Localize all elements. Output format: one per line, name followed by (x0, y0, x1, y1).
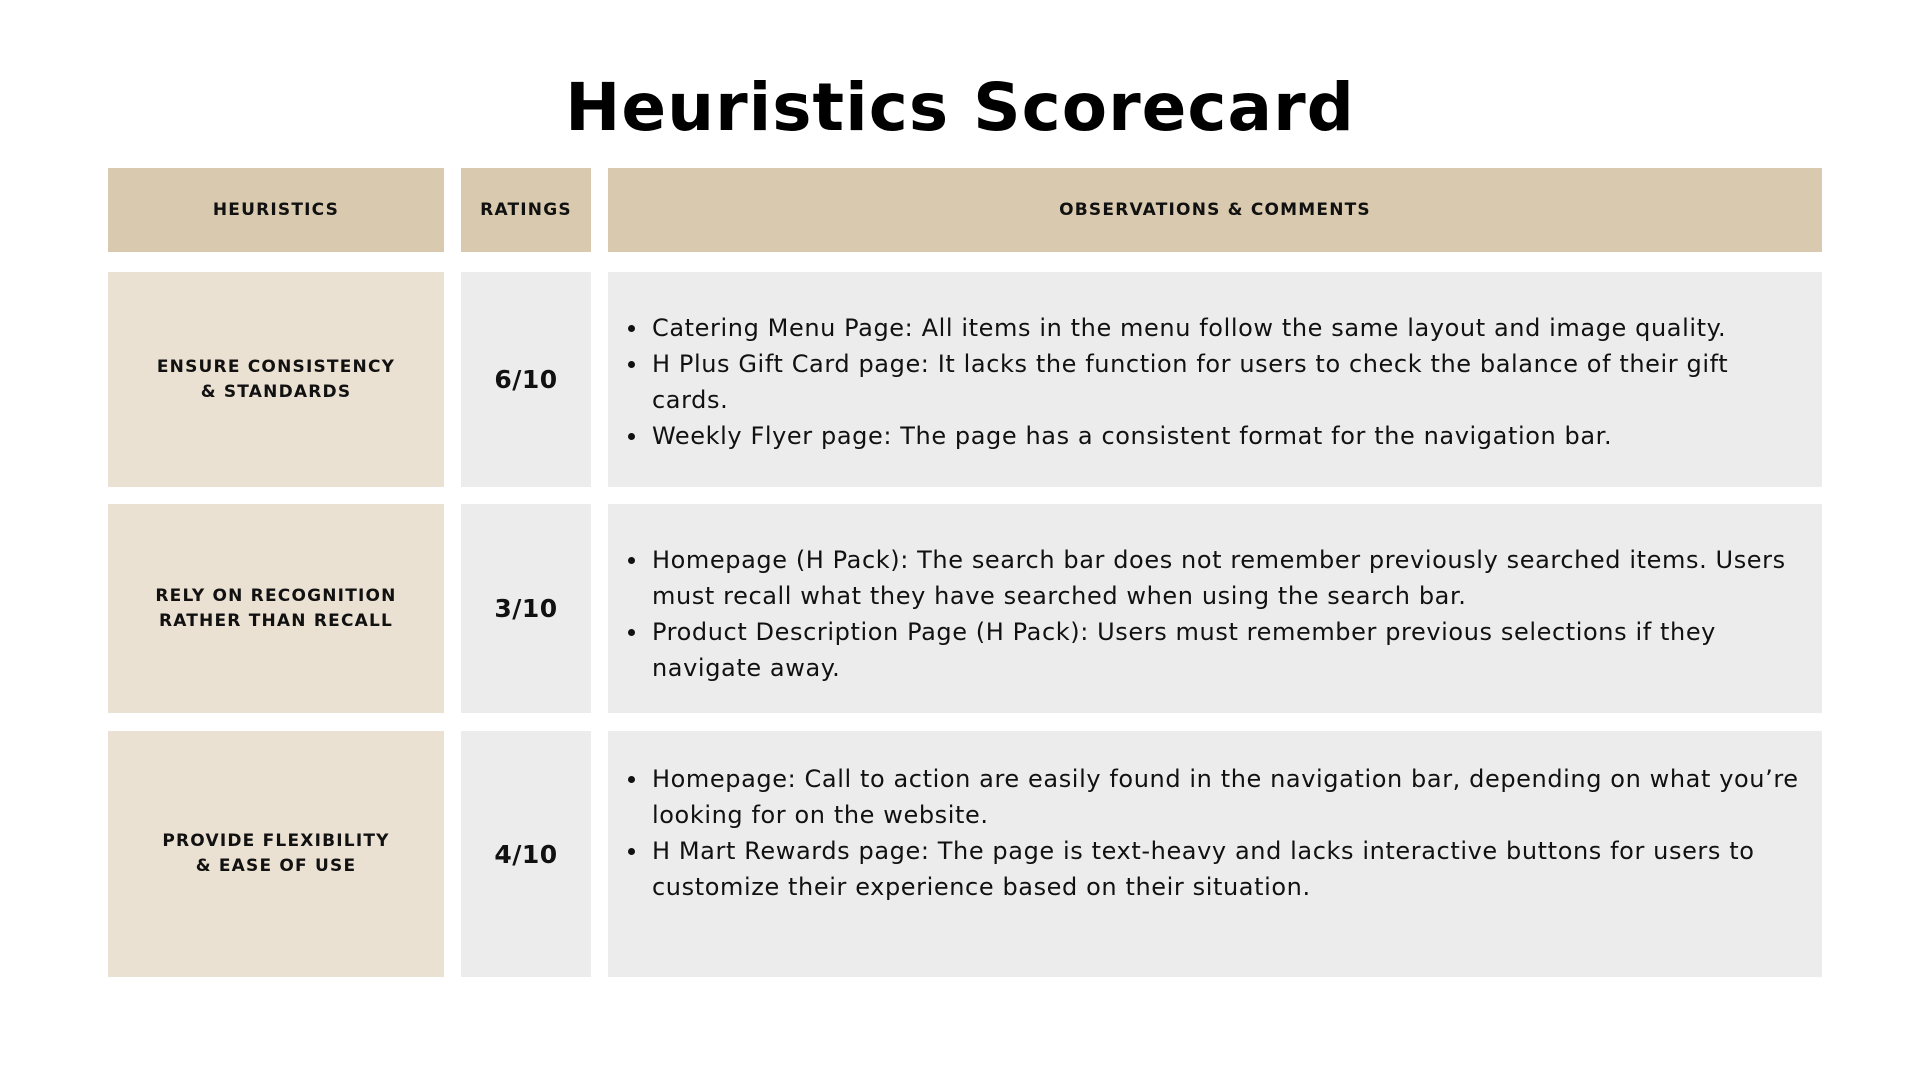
observations-cell (608, 731, 1822, 977)
observation-item: Catering Menu Page: All items in the menu follow the same layout and image quality. (652, 310, 1812, 346)
rating-cell (461, 504, 591, 713)
header-observations-label: OBSERVATIONS & COMMENTS (1059, 200, 1371, 220)
observation-item: H Plus Gift Card page: It lacks the function for users to check the balance of their gift cards. (652, 346, 1812, 418)
header-heuristics (108, 168, 444, 252)
header-observations (608, 168, 1822, 252)
observations-cell (608, 272, 1822, 487)
header-ratings (461, 168, 591, 252)
heuristic-cell (108, 272, 444, 487)
header-ratings-label: RATINGS (480, 200, 572, 220)
heuristic-label: ENSURE CONSISTENCY & STANDARDS (156, 356, 396, 402)
rating-value: 6/10 (494, 365, 558, 394)
rating-value: 4/10 (494, 839, 558, 869)
heuristic-label: RELY ON RECOGNITION RATHER THAN RECALL (155, 585, 397, 631)
observation-item: Weekly Flyer page: The page has a consistent format for the navigation bar. (652, 418, 1812, 454)
observations-list (608, 731, 1822, 905)
observations-list (608, 272, 1822, 454)
header-heuristics-label: HEURISTICS (212, 200, 340, 220)
heuristic-cell (108, 504, 444, 713)
rating-cell (461, 731, 591, 977)
observations-cell (608, 504, 1822, 713)
heuristic-label: PROVIDE FLEXIBILITY & EASE OF USE (162, 831, 390, 876)
observations-list (608, 504, 1822, 686)
rating-cell (461, 272, 591, 487)
observation-item: Homepage (H Pack): The search bar does not remember previously searched items. Users must recall what they have searched when using the search bar. (652, 542, 1812, 614)
observation-item: Homepage: Call to action are easily found in the navigation bar, depending on what you’re looking for on the website. (652, 761, 1812, 833)
heuristic-cell (108, 731, 444, 977)
rating-value: 3/10 (494, 594, 558, 623)
page-title: Heuristics Scorecard (565, 69, 1355, 146)
observation-item: Product Description Page (H Pack): Users must remember previous selections if they navigate away. (652, 614, 1812, 686)
observation-item: H Mart Rewards page: The page is text-heavy and lacks interactive buttons for users to customize their experience based on their situation. (652, 833, 1812, 905)
